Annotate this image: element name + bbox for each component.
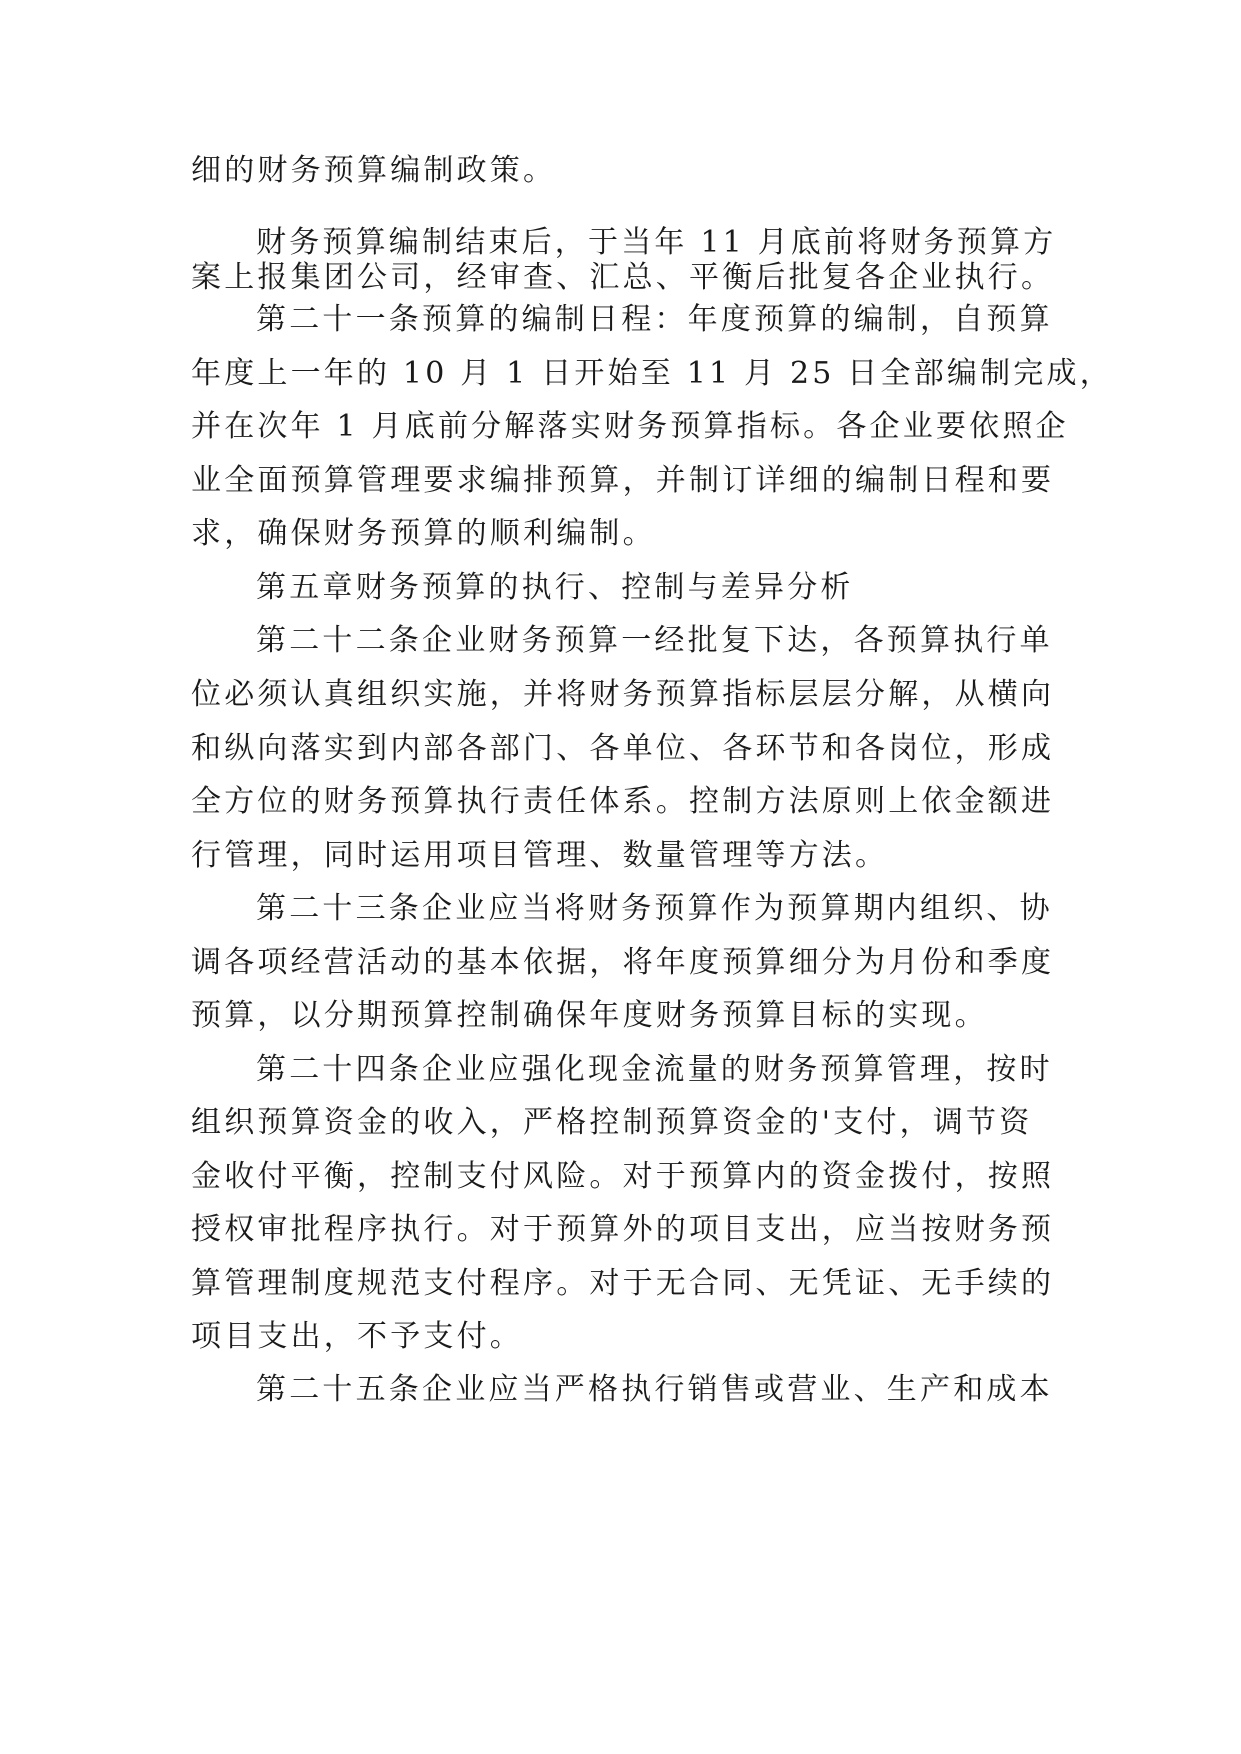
article-23-start: 第二十三条企业应当将财务预算作为预算期内组织、协 [256, 891, 1053, 926]
text-line: 金收付平衡，控制支付风险。对于预算内的资金拨付，按照 [191, 1159, 1055, 1194]
text-line: 细的财务预算编制政策。 [191, 153, 557, 188]
text-line: 算管理制度规范支付程序。对于无合同、无凭证、无手续的 [191, 1266, 1055, 1301]
text-line: 组织预算资金的收入，严格控制预算资金的'支付，调节资 [191, 1105, 1033, 1140]
text-line: 并在次年 1 月底前分解落实财务预算指标。各企业要依照企 [191, 409, 1069, 444]
chapter-heading: 第五章财务预算的执行、控制与差异分析 [256, 570, 854, 605]
text-line: 项目支出，不予支付。 [191, 1319, 523, 1354]
article-25-start: 第二十五条企业应当严格执行销售或营业、生产和成本 [256, 1372, 1053, 1407]
article-22-start: 第二十二条企业财务预算一经批复下达，各预算执行单 [256, 623, 1053, 658]
text-line: 和纵向落实到内部各部门、各单位、各环节和各岗位，形成 [191, 731, 1055, 766]
article-24-start: 第二十四条企业应强化现金流量的财务预算管理，按时 [256, 1052, 1053, 1087]
text-line: 年度上一年的 10 月 1 日开始至 11 月 25 日全部编制完成， [191, 356, 1113, 391]
text-line: 预算，以分期预算控制确保年度财务预算目标的实现。 [191, 998, 988, 1033]
text-line: 求，确保财务预算的顺利编制。 [191, 516, 656, 551]
paragraph-start-line: 财务预算编制结束后，于当年 11 月底前将财务预算方 [256, 225, 1057, 260]
text-line: 全方位的财务预算执行责任体系。控制方法原则上依金额进 [191, 784, 1055, 819]
text-line: 授权审批程序执行。对于预算外的项目支出，应当按财务预 [191, 1212, 1055, 1247]
text-line: 业全面预算管理要求编排预算，并制订详细的编制日程和要 [191, 463, 1055, 498]
article-21-start: 第二十一条预算的编制日程：年度预算的编制，自预算 [256, 302, 1053, 337]
text-line: 行管理，同时运用项目管理、数量管理等方法。 [191, 838, 889, 873]
text-line: 案上报集团公司，经审查、汇总、平衡后批复各企业执行。 [191, 260, 1055, 295]
text-line: 位必须认真组织实施，并将财务预算指标层层分解，从横向 [191, 677, 1055, 712]
text-line: 调各项经营活动的基本依据，将年度预算细分为月份和季度 [191, 945, 1055, 980]
